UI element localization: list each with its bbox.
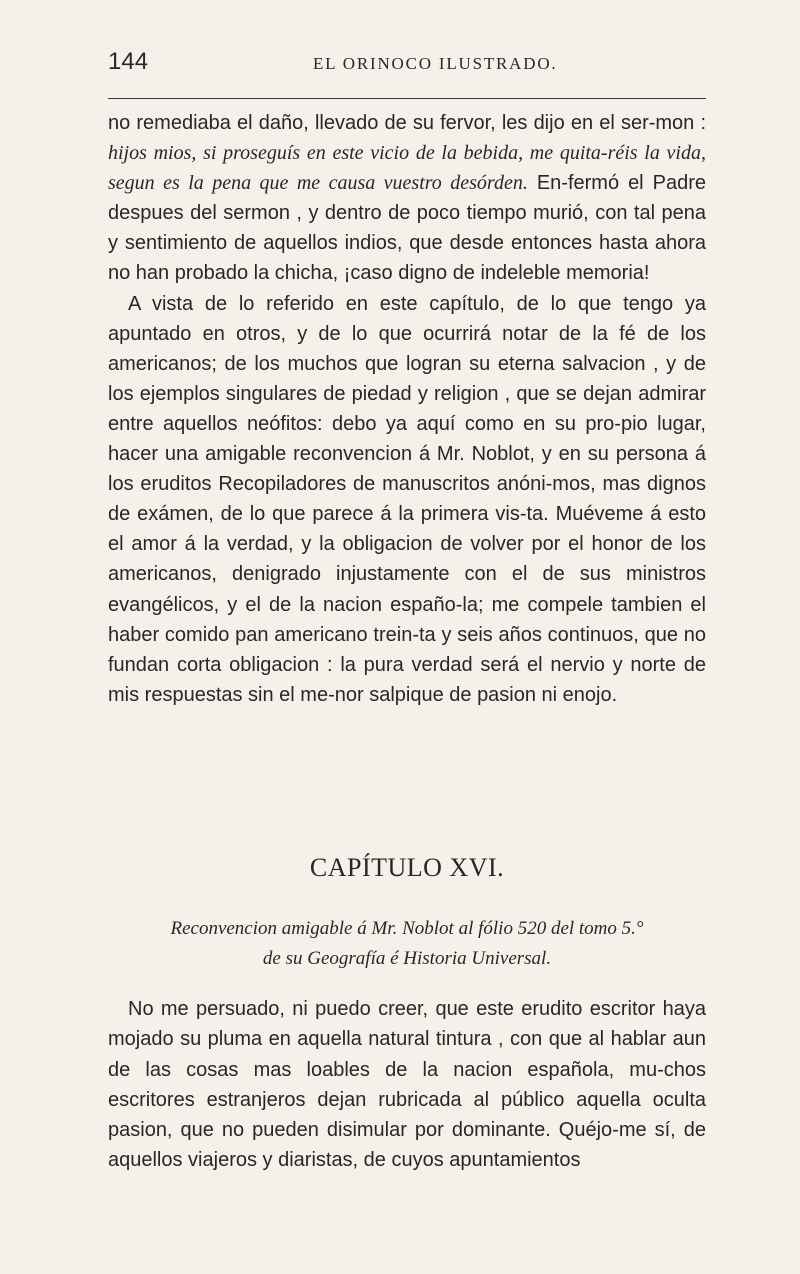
chapter-subtitle-line-2: de su Geografía é Historia Universal. <box>262 948 552 969</box>
chapter-subtitle <box>108 914 706 974</box>
body-text-upper <box>108 108 706 710</box>
page-number: 144 <box>108 48 149 75</box>
paragraph-3: No me persuado, ni puedo creer, que este erudito escritor haya mojado su pluma en aquella natural tintura , con que al hablar aun de las cosas mas loables de la nacion española, mu-chos escritores estranjeros dejan rubricada al público aquella oculta pasion, que no pueden disimular por dominante. Quéjo-me sí, de aquellos viajeros y diaristas, de cuyos apuntamientos <box>108 998 706 1172</box>
page-header <box>108 48 706 84</box>
body-text-lower <box>108 994 706 1176</box>
chapter-title: CAPÍTULO XVI. <box>309 853 505 882</box>
paragraph-2: A vista de lo referido en este capítulo, de lo que tengo ya apuntado en otros, y de lo que ocurrirá notar de la fé de los americanos; de los muchos que logran su eterna salvacion , y de los ejemplos singulares de piedad y religion , que se dejan admirar entre aquellos neófitos: debo ya aquí como en su pro-pio lugar, hacer una amigable reconvencion á Mr. Noblot, y en su persona á los eruditos Recopiladores de manuscritos anóni-mos, mas dignos de exámen, de lo que parece á la primera vis-ta. Muéveme á esto el amor á la verdad, y la obligacion de volver por el honor de los americanos, denigrado injustamente con el de sus ministros evangélicos, y el de la nacion españo-la; me compele tambien el haber comido pan americano trein-ta y seis años continuos, que no fundan corta obligacion : la pura verdad será el nervio y norte de mis respuestas sin el me-nor salpique de pasion ni enojo. <box>108 292 706 706</box>
header-rule <box>108 98 706 99</box>
paragraph-1 <box>108 108 706 289</box>
paragraph-1-start: no remediaba el daño, llevado de su fervor, les dijo en el ser-mon : <box>108 112 706 134</box>
running-head: EL ORINOCO ILUSTRADO. <box>313 54 558 73</box>
paragraph-1-italic-quote: hijos mios, si proseguís en este vicio de la bebida, me quita-réis la vida, segun es la pena que me causa vuestro desórden. <box>108 142 706 195</box>
chapter-subtitle-line-1: Reconvencion amigable á Mr. Noblot al fólio 520 del tomo 5.° <box>170 918 644 939</box>
paragraph-1-end: En-fermó el Padre despues del sermon , y dentro de poco tiempo murió, con tal pena y sentimiento de aquellos indios, que desde entonces hasta ahora no han probado la chicha, ¡caso digno de indeleble memoria! <box>108 172 706 285</box>
